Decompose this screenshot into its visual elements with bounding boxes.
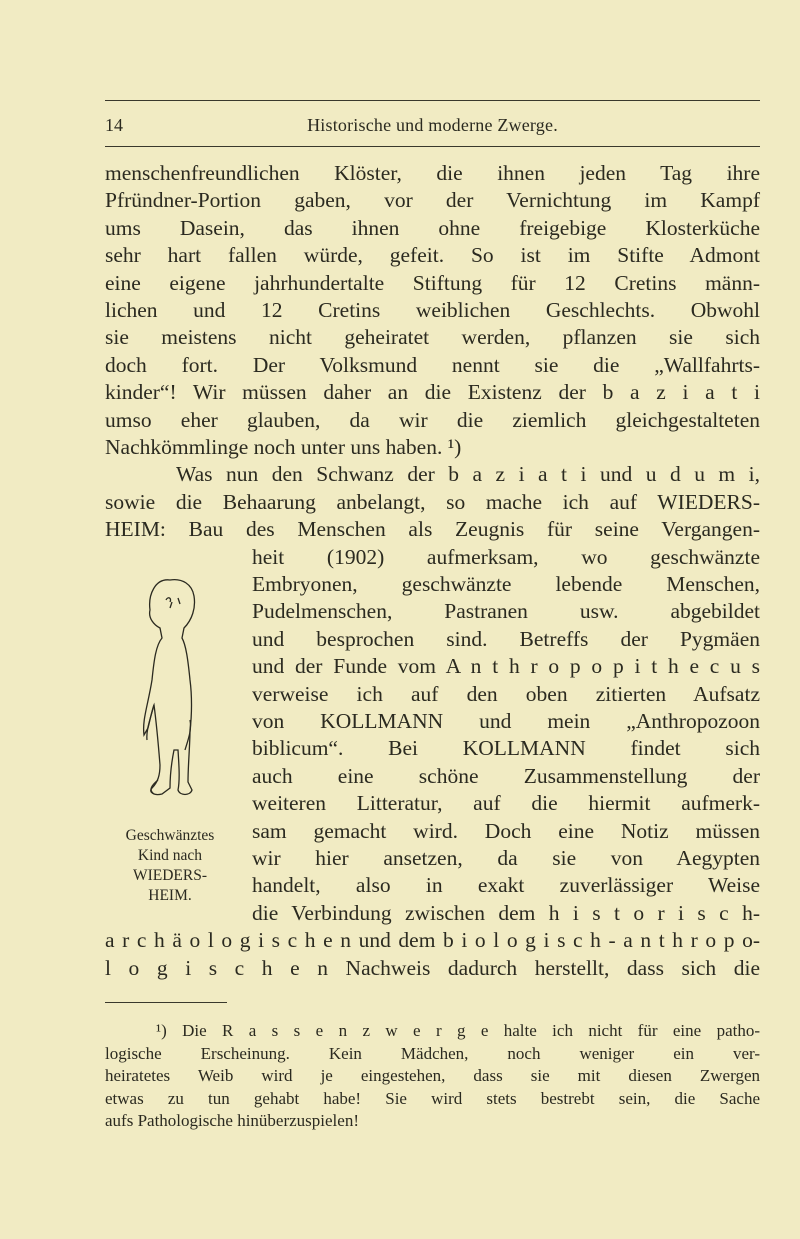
body-line: kinder“! Wir müssen daher an die Existenz der b a z i a t i [105,380,760,405]
body-line: l o g i s c h e n Nachweis dadurch herstellt, dass sich die [105,955,760,980]
footnote-line: heiratetes Weib wird je eingestehen, dass sie mit diesen Zwergen [105,1066,760,1085]
tailed-child-illustration [130,570,220,810]
body-line: und besprochen sind. Betreffs der Pygmäen [252,626,760,651]
footnote-line: logische Erscheinung. Kein Mädchen, noch weniger ein ver- [105,1043,760,1063]
body-line: menschenfreundlichen Klöster, die ihnen jeden Tag ihre [105,161,760,185]
body-line: handelt, also in exakt zuverlässiger Weise [252,873,760,898]
footnote-line: aufs Pathologische hinüberzuspielen! [105,1111,359,1130]
body-line: Pfründner-Portion gaben, vor der Vernichtung im Kampf [105,188,760,213]
running-title: Historische und moderne Zwerge. [307,115,558,135]
header-rule-top [105,100,760,101]
body-line: a r c h ä o l o g i s c h e n und dem b i o l o g i s c h - a n t h r o p o- [105,928,760,953]
body-line: sowie die Behaarung anbelangt, so mache ich auf WIEDERS- [105,489,760,514]
body-line: heit (1902) aufmerksam, wo geschwänzte [252,544,760,569]
body-line: doch fort. Der Volksmund nennt sie die „Wallfahrts- [105,352,760,377]
body-line: lichen und 12 Cretins weiblichen Geschlechts. Obwohl [105,298,760,322]
body-line: eine eigene jahrhundertalte Stiftung für 12 Cretins männ- [105,270,760,295]
page-number: 14 [105,115,123,135]
body-line: HEIM: Bau des Menschen als Zeugnis für seine Vergangen- [105,517,760,542]
body-line: sie meistens nicht geheiratet werden, pflanzen sie sich [105,325,760,350]
body-line: wir hier ansetzen, da sie von Aegypten [252,846,760,870]
header-rule-bottom [105,146,760,147]
footnote-line: etwas zu tun gehabt habe! Sie wird stets bestrebt sein, die Sache [105,1088,760,1108]
body-line: auch eine schöne Zusammenstellung der [252,763,760,788]
caption-line: Geschwänztes [125,827,215,844]
body-line: und der Funde vom A n t h r o p o p i t h e c u s [252,654,760,679]
body-line: Pudelmenschen, Pastranen usw. abgebildet [252,599,760,624]
body-line: Was nun den Schwanz der b a z i a t i und u d u m i, [176,462,760,487]
caption-line: HEIM. [148,887,192,904]
caption-line: Kind nach [137,847,203,864]
body-line: ums Dasein, das ihnen ohne freigebige Klosterküche [105,215,760,240]
body-line: umso eher glauben, da wir die ziemlich gleichgestalteten [105,407,760,432]
footnote-line: ¹) Die R a s s e n z w e r g e halte ich nicht für eine patho- [156,1021,760,1040]
body-line: biblicum“. Bei KOLLMANN findet sich [252,736,760,761]
body-line: verweise ich auf den oben zitierten Aufsatz [252,681,760,706]
body-line: sam gemacht wird. Doch eine Notiz müssen [252,818,760,843]
footnote-rule [105,1002,227,1003]
body-line: Embryonen, geschwänzte lebende Menschen, [252,572,760,596]
body-line: sehr hart fallen würde, gefeit. So ist im Stifte Admont [105,243,760,268]
body-line: Nachkömmlinge noch unter uns haben. ¹) [105,435,462,459]
body-line: die Verbindung zwischen dem h i s t o r i s c h- [252,900,760,925]
body-line: von KOLLMANN und mein „Anthropozoon [252,709,760,733]
caption-line: WIEDERS- [132,867,208,884]
body-line: weiteren Litteratur, auf die hiermit aufmerk- [252,791,760,816]
